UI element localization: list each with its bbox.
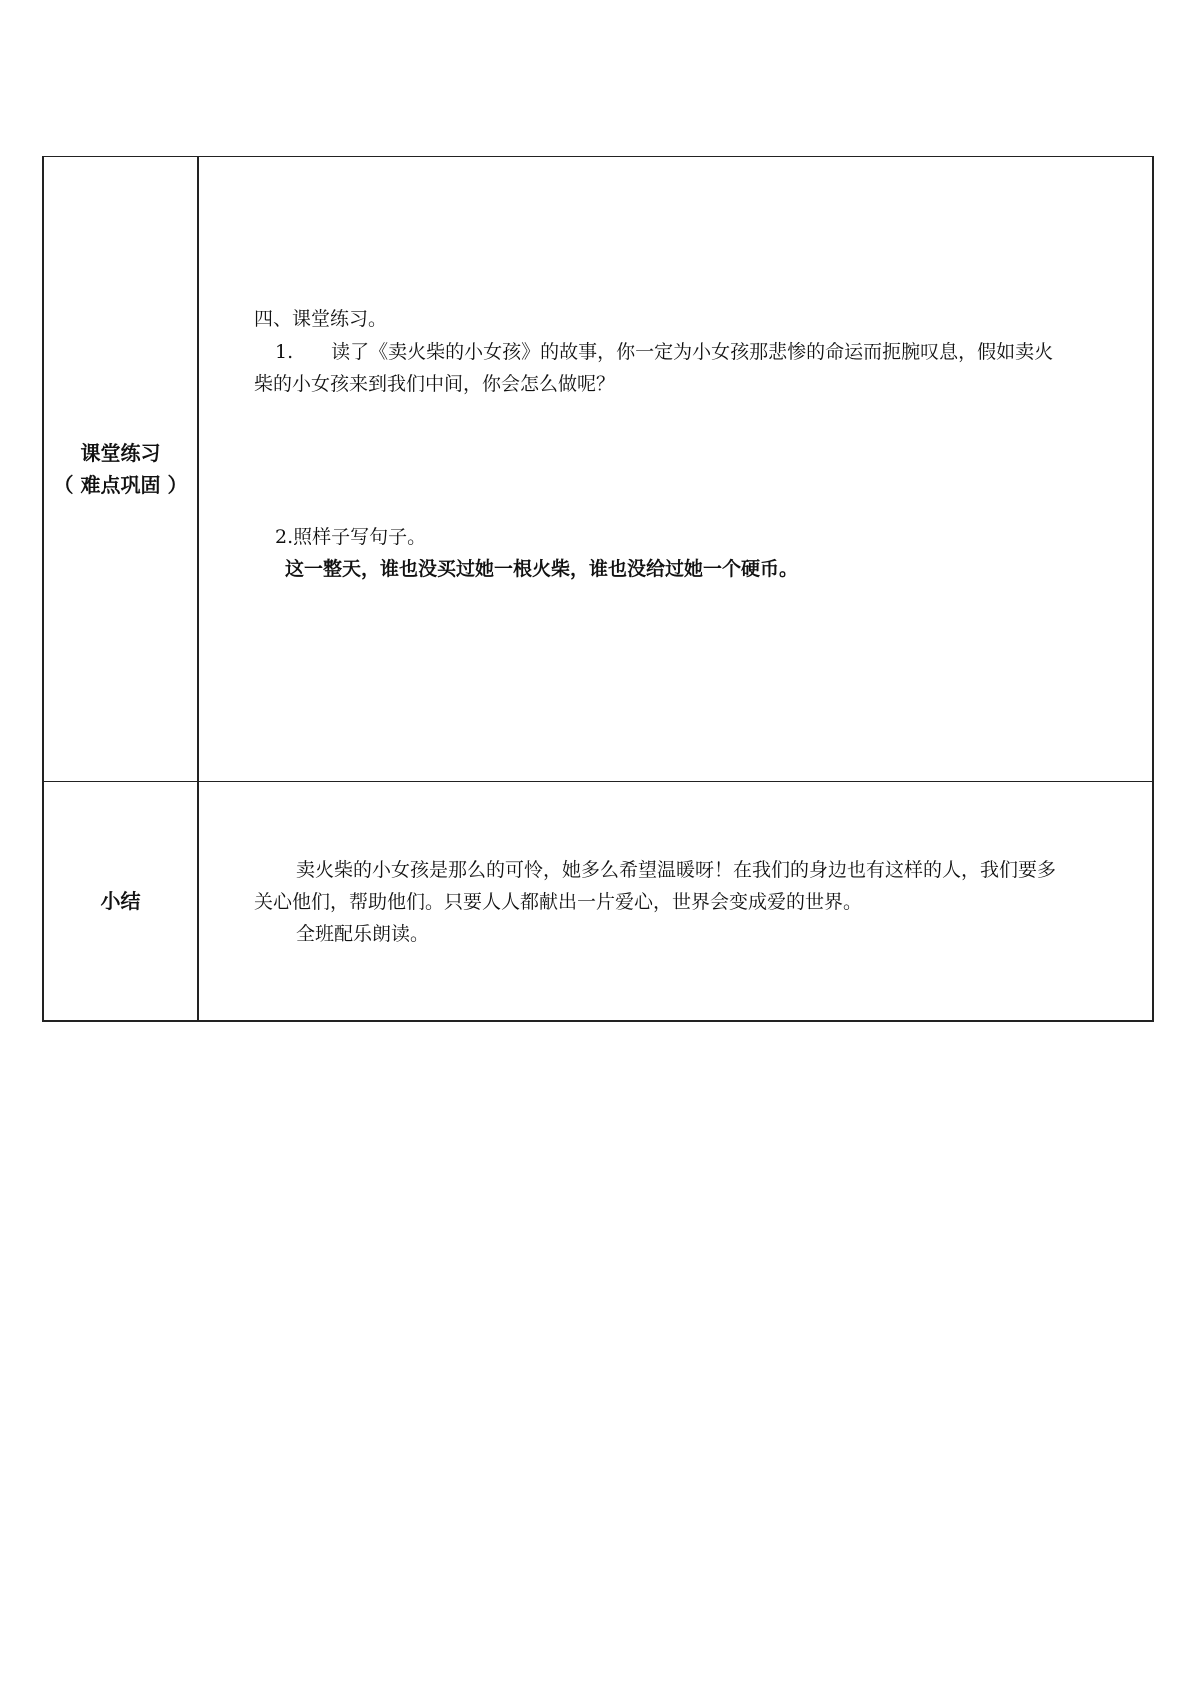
summary-content-cell — [199, 782, 1152, 1020]
question-1-line-2: 柴的小女孩来到我们中间，你会怎么做呢？ — [254, 373, 616, 395]
summary-paragraph-line-3: 全班配乐朗读。 — [296, 923, 430, 945]
summary-label-cell — [44, 782, 199, 1020]
summary-label: 小结 — [100, 889, 141, 913]
summary-paragraph-line-2: 关心他们，帮助他们。只要人人都献出一片爱心，世界会变成爱的世界。 — [254, 891, 863, 913]
summary-paragraph-line-1: 卖火柴的小女孩是那么的可怜，她多么希望温暖呀！在我们的身边也有这样的人，我们要多 — [296, 859, 1057, 881]
practice-label-sub: （ 难点巩固 ） — [53, 473, 188, 497]
practice-label-cell — [44, 157, 199, 781]
practice-content-cell — [199, 157, 1152, 781]
question-2-example: 这一整天，谁也没买过她一根火柴，谁也没给过她一个硬币。 — [285, 558, 799, 580]
question-2-title: 2.照样子写句子。 — [275, 526, 427, 548]
practice-heading: 四、课堂练习。 — [254, 308, 388, 330]
practice-label: 课堂练习 — [80, 441, 161, 465]
summary-row — [44, 782, 1152, 1020]
question-1-line-1: 1. 读了《卖火柴的小女孩》的故事，你一定为小女孩那悲惨的命运而扼腕叹息，假如卖火 — [275, 341, 1054, 363]
lesson-table — [42, 156, 1154, 1022]
practice-row — [44, 157, 1152, 782]
